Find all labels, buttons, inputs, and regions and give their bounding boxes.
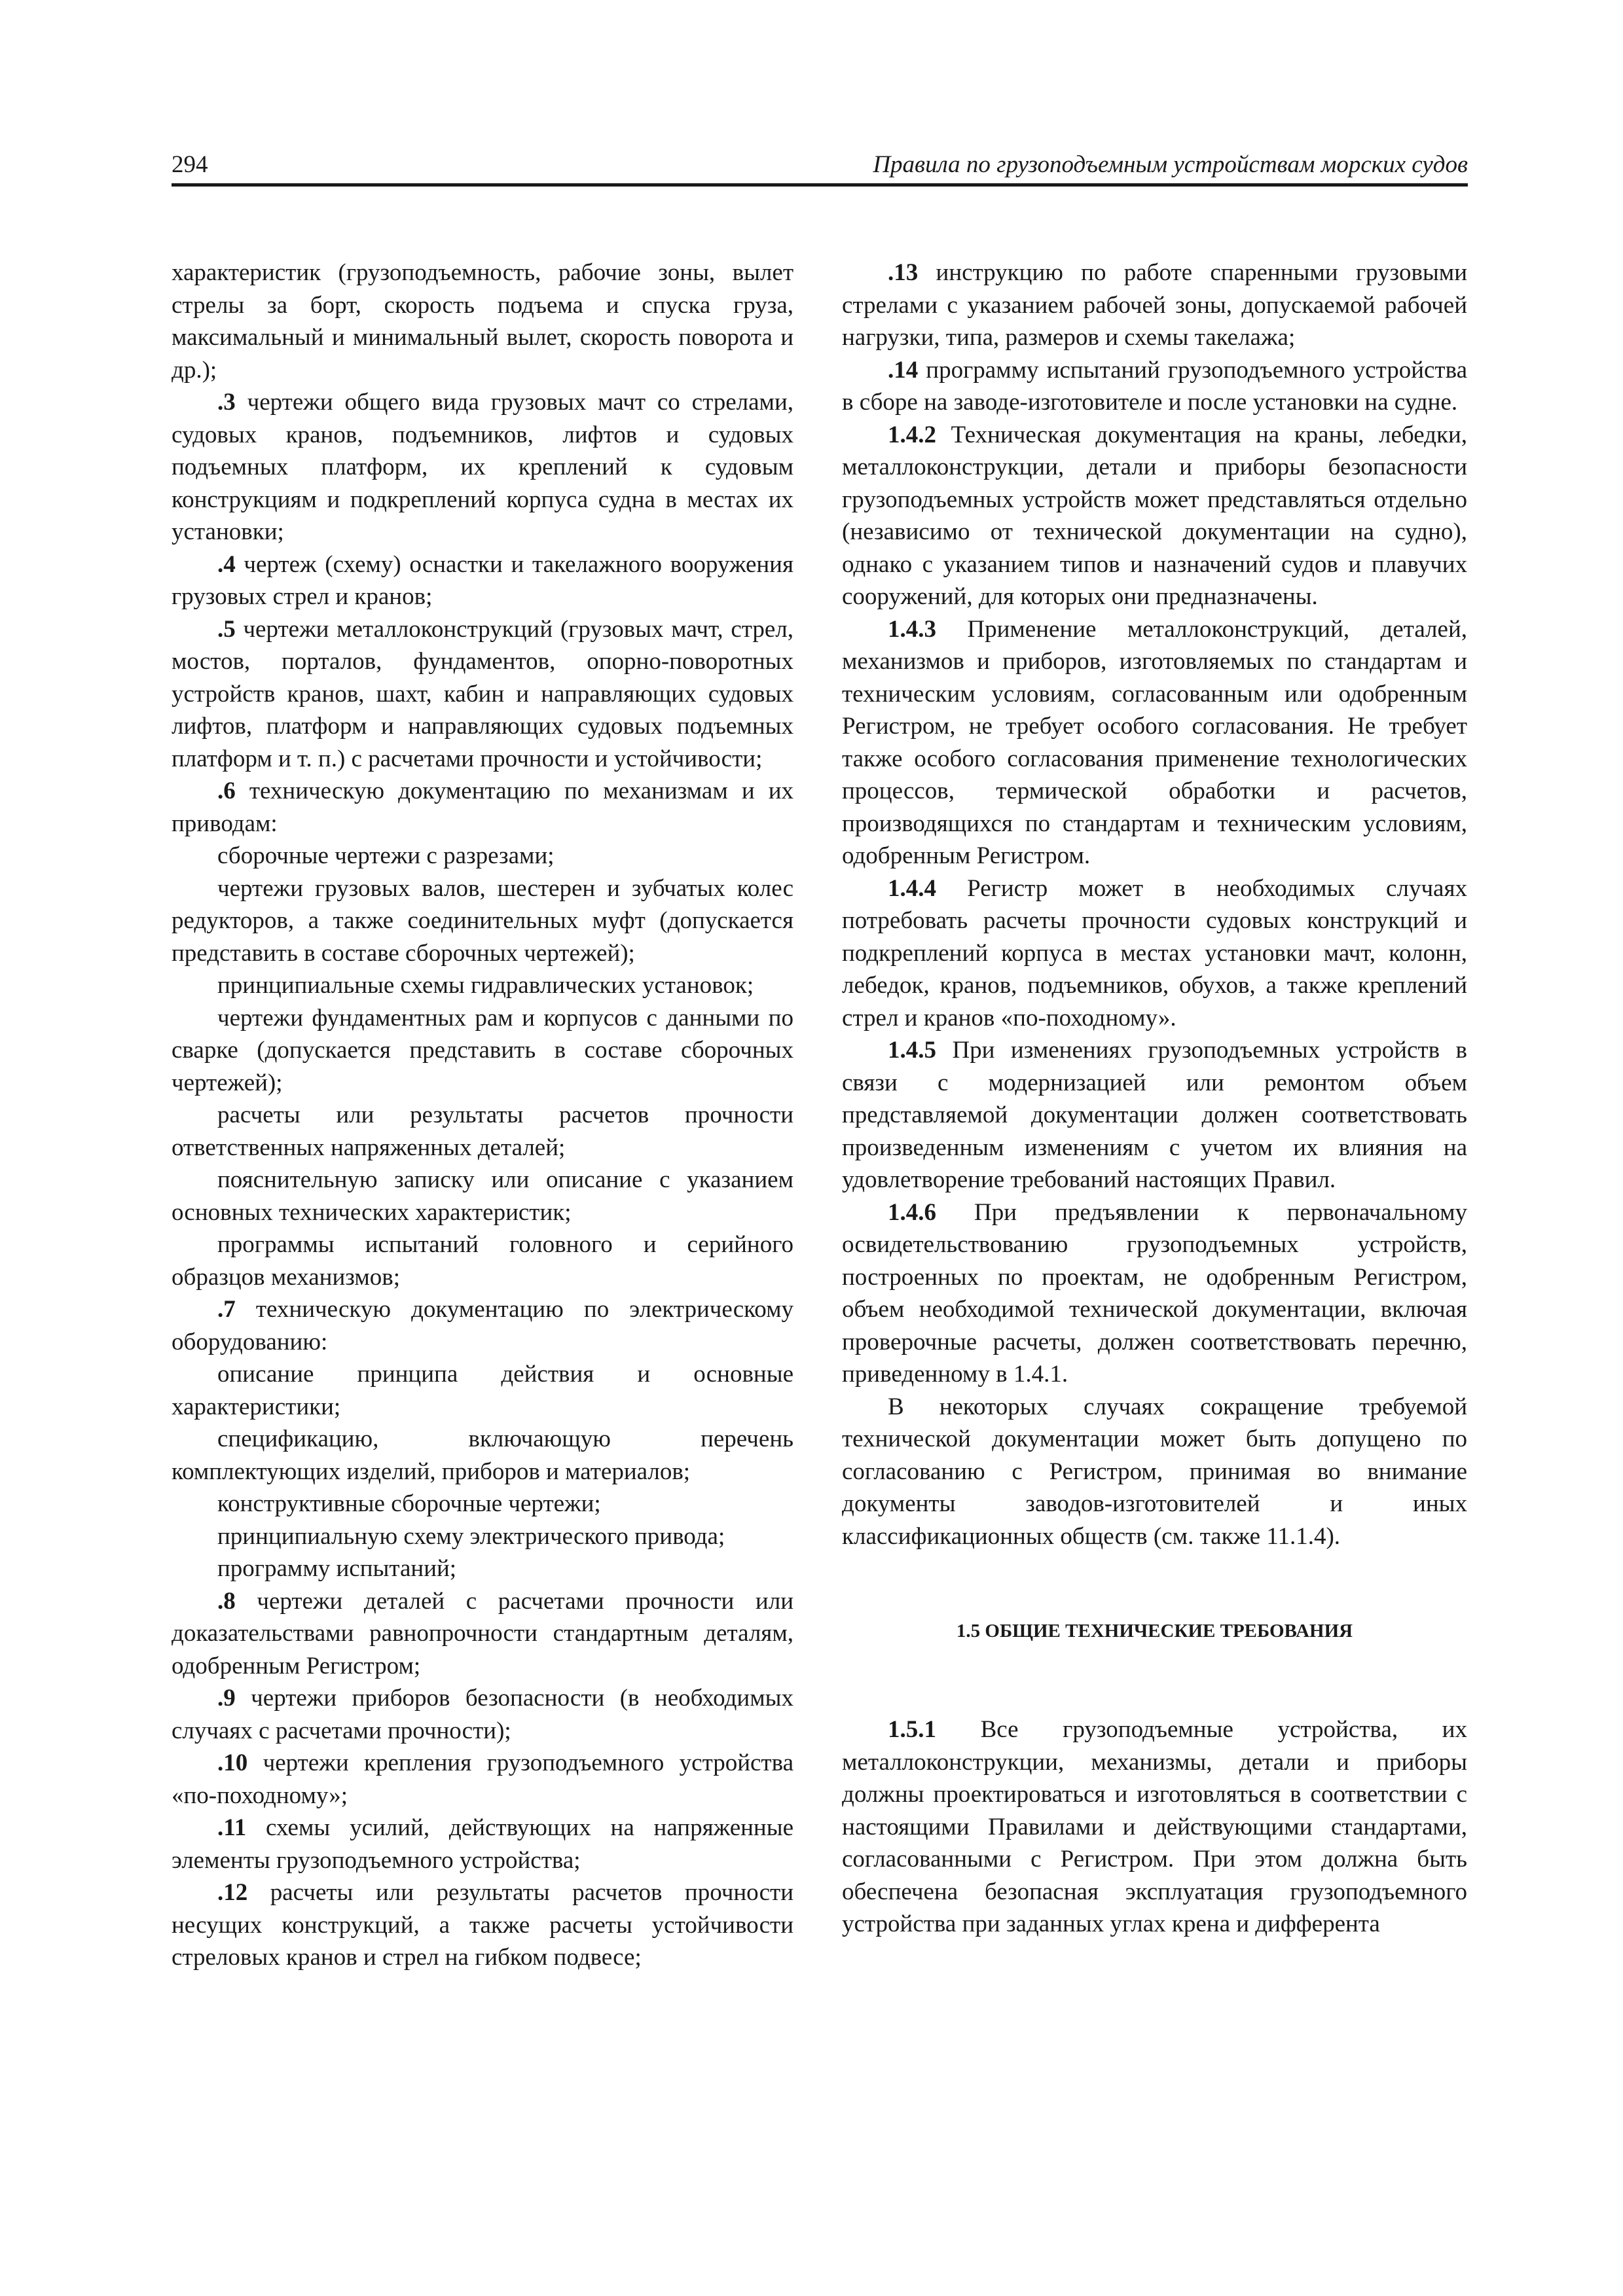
paragraph-text: спецификацию, включающую перечень комплектующих изделий, приборов и материалов; [172, 1426, 793, 1485]
paragraph-number: .14 [888, 356, 919, 384]
paragraph-text: Все грузоподъемные устройства, их металлоконструкции, механизмы, детали и приборы должны проектироваться и изготовляться в соответствии с настоящими Правилами и действующими стандартами, согласованными с Регистром. При этом должна быть обеспечена безопасная эксплуатация грузоподъемного устройства при заданных углах крена и дифферента [842, 1716, 1467, 1937]
paragraph-number: 1.4.4 [888, 874, 936, 902]
paragraph-text: При изменениях грузоподъемных устройств в связи с модернизацией или ремонтом объем представляемой документации должен соответствовать произведенным изменениям с учетом их влияния на удовлетворение требований настоящих Правил. [842, 1037, 1467, 1193]
paragraph [172, 1747, 793, 1812]
paragraph-number: .13 [888, 259, 919, 286]
paragraph [842, 872, 1467, 1035]
paragraph [172, 1164, 793, 1229]
paragraph-number: 1.4.2 [888, 421, 936, 448]
paragraph-number: .8 [217, 1587, 236, 1615]
paragraph-number: .4 [217, 550, 236, 578]
paragraph-number: 1.4.6 [888, 1198, 936, 1226]
paragraph-text: При предъявлении к первоначальному освидетельствованию грузоподъемных устройств, построенных по проектам, не одобренным Регистром, объем необходимой технической документации, включая проверочные расчеты, должен соответствовать перечню, приведенному в 1.4.1. [842, 1198, 1467, 1388]
section-paragraph [842, 1713, 1467, 1941]
paragraph [172, 969, 793, 1002]
paragraph [172, 1520, 793, 1553]
paragraph-text: принципиальную схему электрического привода; [217, 1522, 725, 1550]
paragraph-text: сборочные чертежи с разрезами; [217, 842, 555, 869]
paragraph-text: чертежи общего вида грузовых мачт со стрелами, судовых кранов, подъемников, лифтов и судовых подъемных платформ, их креплений к судовым конструкциям и подкреплений корпуса судна в местах их установки; [172, 389, 793, 545]
paragraph-number: .6 [217, 778, 236, 804]
paragraph-number: .11 [217, 1814, 247, 1841]
paragraph-number: .7 [217, 1296, 236, 1323]
page-number: 294 [172, 151, 208, 178]
paragraph-text: программы испытаний головного и серийного образцов механизмов; [172, 1231, 793, 1291]
paragraph-text: схемы усилий, действующих на напряженные элементы грузоподъемного устройства; [172, 1814, 793, 1874]
paragraph-number: 1.4.5 [888, 1037, 936, 1064]
paragraph-text: чертежи фундаментных рам и корпусов с данными по сварке (допускается представить в составе сборочных чертежей); [172, 1004, 793, 1096]
paragraph-text: программу испытаний; [217, 1555, 457, 1582]
left-column [172, 257, 793, 1974]
paragraph-text: описание принципа действия и основные характеристики; [172, 1361, 793, 1420]
paragraph-text: техническую документацию по электрическому оборудованию: [172, 1296, 793, 1355]
paragraph-text: Применение металлоконструкций, деталей, механизмов и приборов, изготовляемых по стандартам и техническим условиям, согласованным или одобренным Регистром, не требует особого согласования. Не требует также особого согласования применение технологических процессов, термической обработки и расчетов, производящихся по стандартам и техническим условиям, одобренным Регистром. [842, 615, 1467, 869]
paragraph [172, 1585, 793, 1683]
paragraph [172, 1002, 793, 1100]
paragraph [172, 840, 793, 872]
paragraph [172, 1229, 793, 1293]
paragraph-text: чертеж (схему) оснастки и такелажного вооружения грузовых стрел и кранов; [172, 550, 793, 610]
paragraph-number: .5 [217, 615, 236, 643]
paragraph-number: 1.4.3 [888, 615, 936, 643]
page-header [172, 145, 1468, 187]
paragraph [172, 1812, 793, 1876]
paragraph-text: Регистр может в необходимых случаях потребовать расчеты прочности судовых конструкций и подкреплений корпуса в местах установки мачт, колонн, лебедок, кранов, подъемников, обухов, а также креплений стрел и кранов «по-походному». [842, 874, 1467, 1031]
paragraph-text: чертежи крепления грузоподъемного устройства «по-походному»; [172, 1749, 793, 1809]
paragraph-text: чертежи приборов безопасности (в необходимых случаях с расчетами прочности); [172, 1685, 793, 1744]
running-title: Правила по грузоподъемным устройствам морских судов [873, 151, 1468, 178]
paragraph [842, 1034, 1467, 1196]
paragraph [172, 257, 793, 386]
paragraph-text: характеристик (грузоподъемность, рабочие зоны, вылет стрелы за борт, скорость подъема и спуска груза, максимальный и минимальный вылет, скорость поворота и др.); [172, 259, 793, 384]
paragraph [172, 386, 793, 548]
paragraph [842, 1391, 1467, 1553]
paragraph-text: программу испытаний грузоподъемного устройства в сборе на заводе-изготовителе и после установки на судне. [842, 356, 1467, 416]
paragraph [842, 419, 1467, 613]
paragraph [172, 1552, 793, 1585]
section-title: 1.5 ОБЩИЕ ТЕХНИЧЕСКИЕ ТРЕБОВАНИЯ [956, 1621, 1353, 1641]
paragraph-number: .9 [217, 1685, 236, 1712]
paragraph [172, 1682, 793, 1747]
paragraph [842, 257, 1467, 354]
paragraph [842, 1196, 1467, 1391]
paragraph-text: конструктивные сборочные чертежи; [217, 1490, 601, 1517]
paragraph [842, 354, 1467, 419]
paragraph [172, 1488, 793, 1520]
paragraph-text: пояснительную записку или описание с указанием основных технических характеристик; [172, 1166, 793, 1226]
paragraph [172, 1099, 793, 1164]
paragraph [172, 1293, 793, 1358]
paragraph-text: расчеты или результаты расчетов прочности ответственных напряженных деталей; [172, 1102, 793, 1161]
paragraph-number: .10 [217, 1749, 248, 1776]
paragraph-text: расчеты или результаты расчетов прочности несущих конструкций, а также расчеты устойчивости стреловых кранов и стрел на гибком подвесе; [172, 1879, 793, 1971]
paragraph-text: Техническая документация на краны, лебедки, металлоконструкции, детали и приборы безопасности грузоподъемных устройств может представляться отдельно (независимо от технической документации на судно), однако с указанием типов и назначений судов и плавучих сооружений, для которых они предназначены. [842, 421, 1467, 610]
paragraph [172, 1876, 793, 1974]
paragraph-text: чертежи грузовых валов, шестерен и зубчатых колес редукторов, а также соединительных муфт (допускается представить в составе сборочных чертежей); [172, 874, 793, 967]
paragraph-text: техническую документацию по механизмам и их приводам: [172, 778, 793, 837]
paragraph-text: В некоторых случаях сокращение требуемой технической документации может быть допущено по согласованию с Регистром, принимая во внимание документы заводов-изготовителей и иных классификационных обществ (см. также 11.1.4). [842, 1393, 1467, 1550]
paragraph [842, 613, 1467, 872]
paragraph-number: .3 [217, 389, 236, 416]
paragraph [172, 775, 793, 840]
paragraph-text: чертежи деталей с расчетами прочности или доказательствами равнопрочности стандартным деталям, одобренным Регистром; [172, 1587, 793, 1679]
right-column [842, 257, 1467, 1941]
paragraph [172, 613, 793, 776]
paragraph-number: .12 [217, 1879, 248, 1906]
paragraph [172, 548, 793, 613]
right-paragraphs [842, 257, 1467, 1552]
paragraph-number: 1.5.1 [888, 1716, 936, 1743]
paragraph-text: инструкцию по работе спаренными грузовыми стрелами с указанием рабочей зоны, допускаемой рабочей нагрузки, типа, размеров и схемы такелажа; [842, 259, 1467, 351]
paragraph [172, 1358, 793, 1423]
paragraph-text: чертежи металлоконструкций (грузовых мачт, стрел, мостов, порталов, фундаментов, опорно-поворотных устройств кранов, шахт, кабин и направляющих судовых лифтов, платформ и направляющих судовых подъемных платформ и т. п.) с расчетами прочности и устойчивости; [172, 615, 793, 772]
paragraph [172, 872, 793, 970]
paragraph-text: принципиальные схемы гидравлических установок; [217, 972, 754, 999]
paragraph [172, 1423, 793, 1488]
